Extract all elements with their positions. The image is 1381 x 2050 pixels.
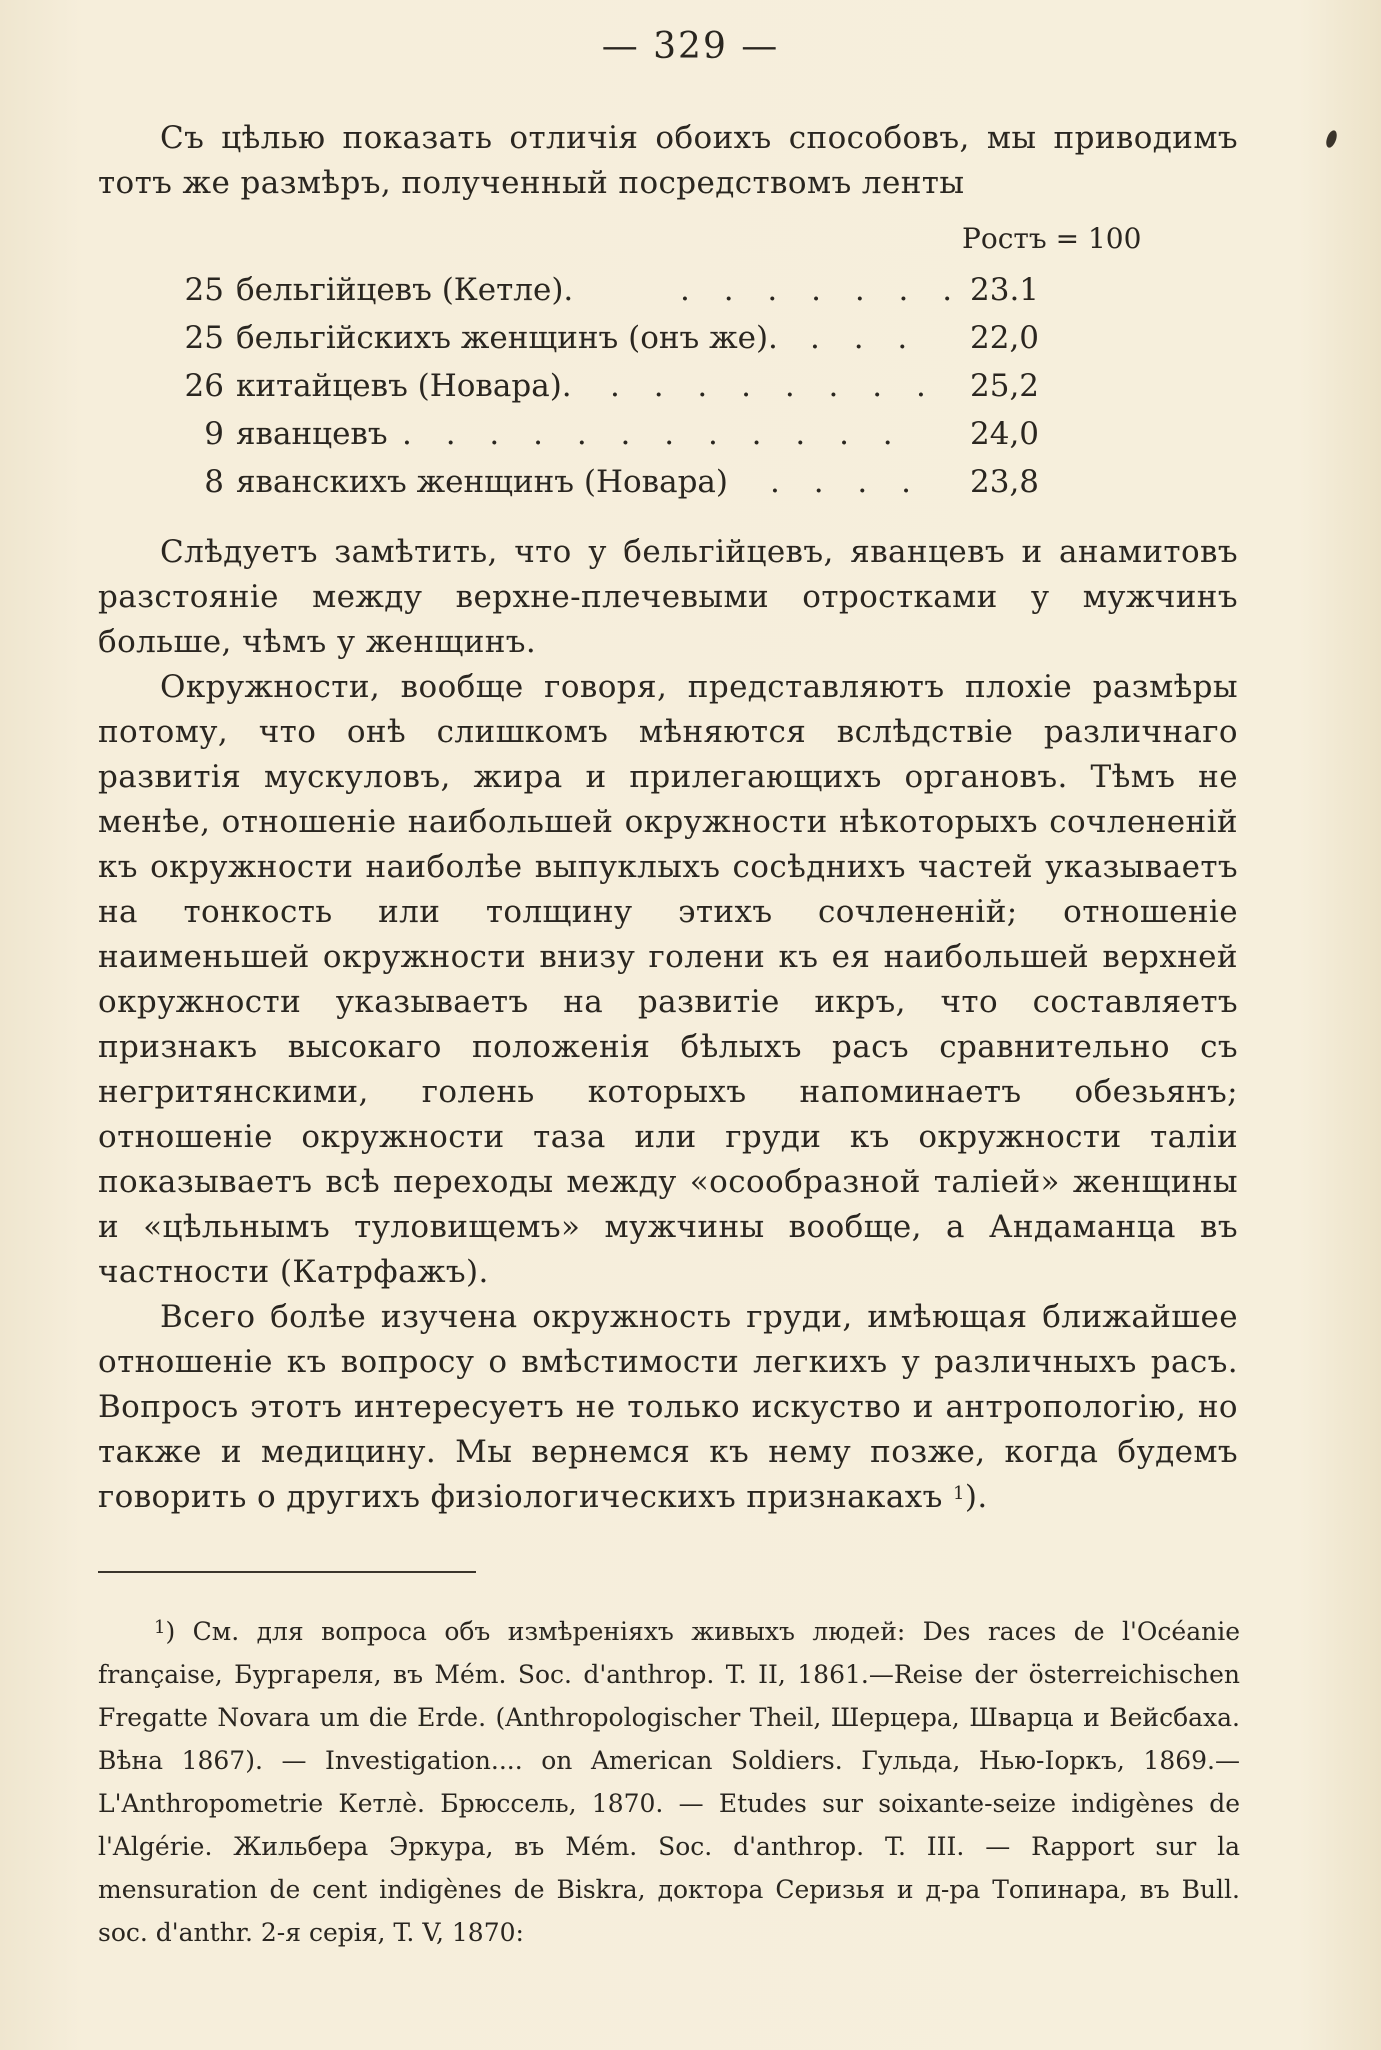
- table-row: [180, 416, 1080, 464]
- row-count: 26: [184, 368, 224, 404]
- row-value: 23,8: [970, 464, 1040, 500]
- table-row: [180, 368, 1080, 416]
- footnote: [98, 1610, 1240, 1954]
- row-label: яванцевъ: [236, 416, 388, 452]
- row-label: яванскихъ женщинъ (Новара): [236, 464, 729, 500]
- row-leader: . . .: [810, 320, 920, 356]
- footnote-reference[interactable]: 1: [952, 1483, 965, 1504]
- row-count: 9: [204, 416, 224, 452]
- paragraph-chest-end: ).: [964, 1479, 988, 1515]
- row-count: 25: [184, 272, 224, 308]
- table-column-header: Ростъ = 100: [962, 222, 1142, 255]
- ink-blot: [1324, 129, 1339, 149]
- row-count: 8: [204, 464, 224, 500]
- row-value: 25,2: [970, 368, 1040, 404]
- row-leader: . . . . . . . .: [610, 368, 938, 404]
- row-leader: . . . .: [770, 464, 923, 500]
- row-value: 22,0: [970, 320, 1040, 356]
- row-value: 24,0: [970, 416, 1040, 452]
- intro-block: [98, 116, 1238, 206]
- row-leader: . . . . . . .: [680, 272, 965, 308]
- paragraph-chest: [98, 1295, 1238, 1520]
- row-value: 23.1: [970, 272, 1040, 308]
- row-label: бельгійскихъ женщинъ (онъ же).: [236, 320, 778, 356]
- paragraph-shoulder-distance: Слѣдуетъ замѣтить, что у бельгійцевъ, яванцевъ и анамитовъ разстояніе между верхне-плечевыми отростками у мужчинъ больше, чѣмъ у женщинъ.: [98, 534, 1238, 660]
- intro-paragraph: Съ цѣлью показать отличія обоихъ способовъ, мы приводимъ тотъ же размѣръ, полученный посредствомъ ленты: [98, 120, 1238, 201]
- footnote-text: ) См. для вопроса объ измѣреніяхъ живыхъ людей: Des races de l'Océanie française, Бургареля, въ Mém. Soc. d'anthrop. T. II, 1861.—Reise der österreichischen Fregatte Novara um die Erde. (Anthropologischer Theil, Шерцера, Шварца и Вейсбаха. Вѣна 1867). — Investigation.... on American Soldiers. Гульда, Нью-Іоркъ, 1869.—L'Anthropometrie Кетлѐ. Брюссель, 1870. — Etudes sur soixante-seize indigènes de l'Algérie. Жильбера Эркура, въ Mém. Soc. d'anthrop. T. III. — Rapport sur la mensuration de cent indigènes de Biskra, доктора Серизья и д-ра Топинара, въ Bull. soc. d'anthr. 2-я серія, T. V, 1870:: [98, 1617, 1240, 1947]
- table-row: [180, 320, 1080, 368]
- footnote-rule: [98, 1571, 476, 1573]
- table-row: [180, 272, 1080, 320]
- row-label: бельгійцевъ (Кетле).: [236, 272, 574, 308]
- page-number: — 329 —: [601, 26, 780, 67]
- row-leader: . . . . . . . . . . . .: [402, 416, 905, 452]
- table-row: [180, 464, 1080, 512]
- row-count: 25: [184, 320, 224, 356]
- paragraph-circumferences: Окружности, вообще говоря, представляютъ плохіе размѣры потому, что онѣ слишкомъ мѣняются вслѣдствіе различнаго развитія мускуловъ, жира и прилегающихъ органовъ. Тѣмъ не менѣе, отношеніе наибольшей окружности нѣкоторыхъ сочлененій къ окружности наиболѣе выпуклыхъ сосѣднихъ частей указываетъ на тонкость или толщину этихъ сочлененій; отношеніе наименьшей окружности внизу голени къ ея наибольшей верхней окружности указываетъ на развитіе икръ, что составляетъ признакъ высокаго положенія бѣлыхъ расъ сравнительно съ негритянскими, голень которыхъ напоминаетъ обезьянъ; отношеніе окружности таза или груди къ окружности таліи показываетъ всѣ переходы между «осообразной таліей» женщины и «цѣльнымъ туловищемъ» мужчины вообще, а Андаманца въ частности (Катрфажъ).: [98, 669, 1238, 1290]
- paragraph-chest-text: Всего болѣе изучена окружность груди, имѣющая ближайшее отношеніе къ вопросу о вмѣстимости легкихъ у различныхъ расъ. Вопросъ этотъ интересуетъ не только искуство и антропологію, но также и медицину. Мы вернемся къ нему позже, когда будемъ говорить о другихъ физіологическихъ признакахъ: [98, 1299, 1238, 1515]
- body-text: [98, 530, 1238, 1520]
- row-label: китайцевъ (Новара).: [236, 368, 572, 404]
- footnote-mark: 1: [154, 1617, 166, 1638]
